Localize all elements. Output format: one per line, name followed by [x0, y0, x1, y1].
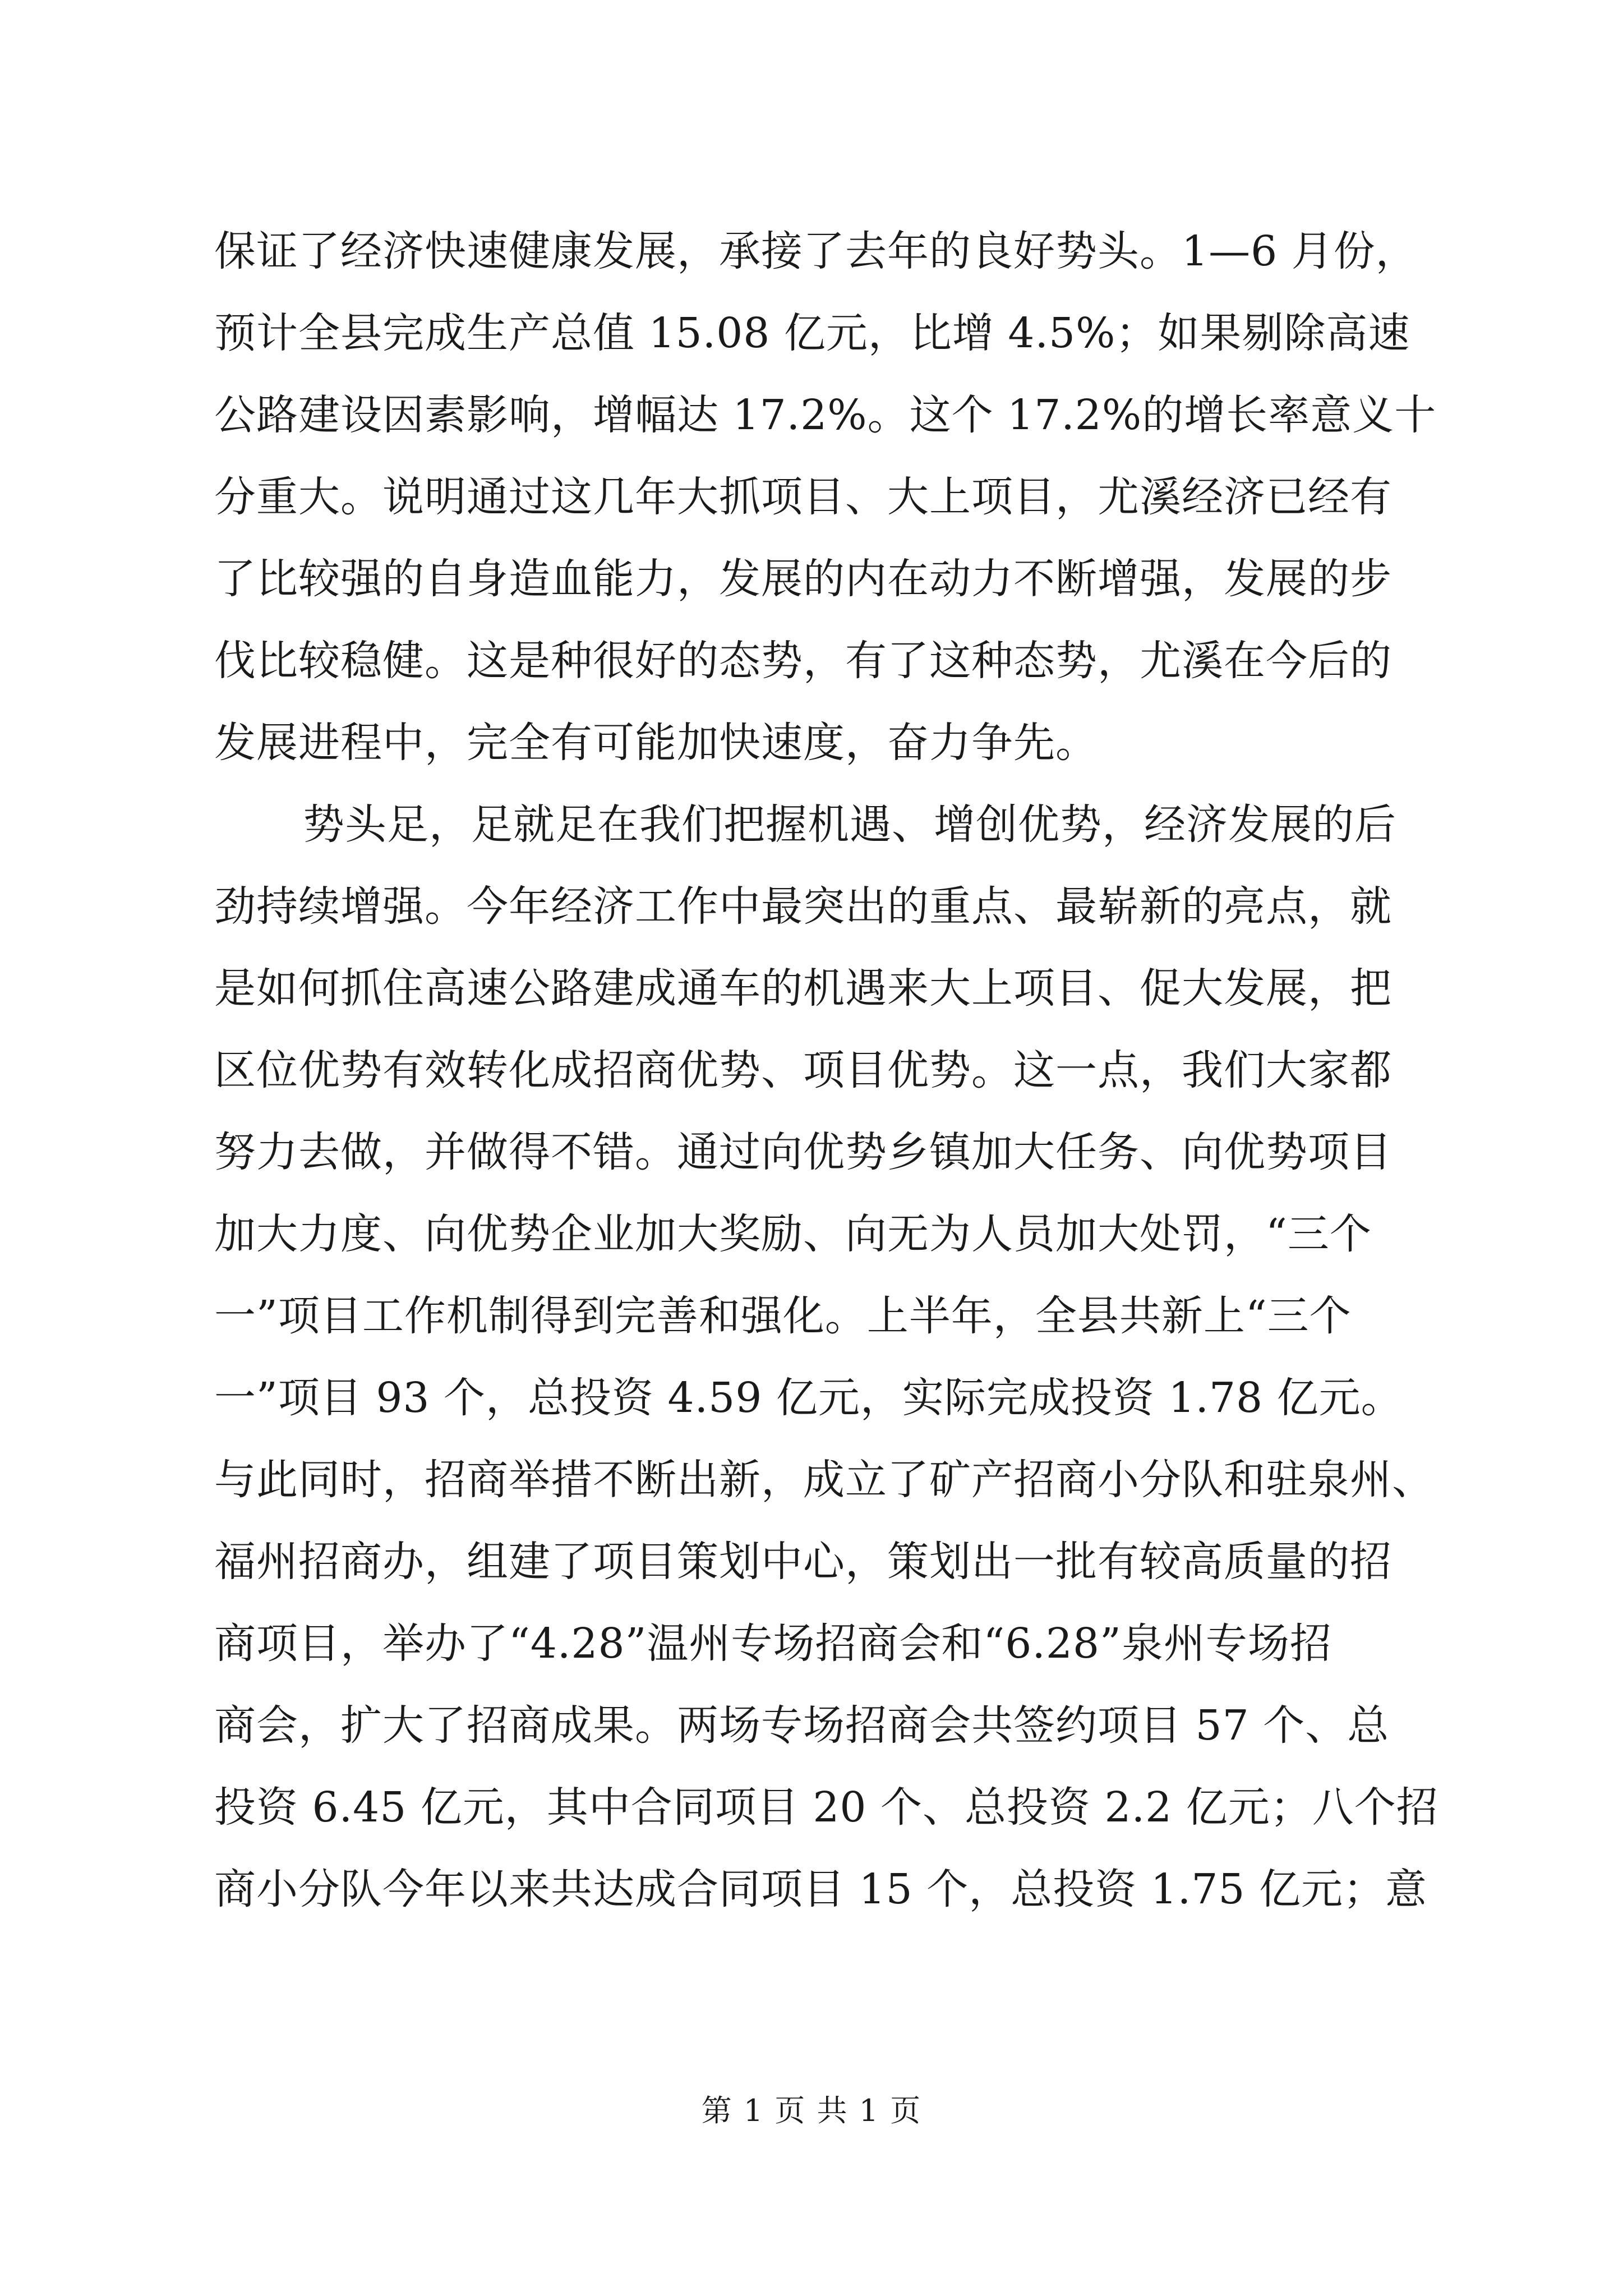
text-line: 是如何抓住高速公路建成通车的机遇来大上项目、促大发展，把: [214, 964, 1392, 1013]
text-line: 发展进程中，完全有可能加快速度，奋力争先。: [214, 719, 1098, 767]
text-line: 预计全县完成生产总值 15.08 亿元，比增 4.5%；如果剔除高速: [214, 309, 1410, 357]
text-line: 分重大。说明通过这几年大抓项目、大上项目，尤溪经济已经有: [214, 473, 1392, 521]
text-line: 保证了经济快速健康发展，承接了去年的良好势头。1—6 月份，: [214, 227, 1418, 275]
text-line: 了比较强的自身造血能力，发展的内在动力不断增强，发展的步: [214, 555, 1392, 603]
text-line: 公路建设因素影响，增幅达 17.2%。这个 17.2%的增长率意义十: [214, 391, 1437, 439]
text-line: 伐比较稳健。这是种很好的态势，有了这种态势，尤溪在今后的: [214, 637, 1392, 685]
text-line: 商项目，举办了“4.28”温州专场招商会和“6.28”泉州专场招: [214, 1619, 1332, 1668]
paragraph-start-line: 势头足，足就足在我们把握机遇、增创优势，经济发展的后: [303, 800, 1396, 849]
text-line: 劲持续增强。今年经济工作中最突出的重点、最崭新的亮点，就: [214, 882, 1392, 931]
text-line: 区位优势有效转化成招商优势、项目优势。这一点，我们大家都: [214, 1046, 1392, 1094]
text-line: 一”项目工作机制得到完善和强化。上半年，全县共新上“三个: [214, 1292, 1352, 1340]
text-line: 商会，扩大了招商成果。两场专场招商会共签约项目 57 个、总: [214, 1701, 1390, 1750]
text-line: 一”项目 93 个，总投资 4.59 亿元，实际完成投资 1.78 亿元。: [214, 1374, 1403, 1422]
text-line: 福州招商办，组建了项目策划中心，策划出一批有较高质量的招: [214, 1538, 1392, 1586]
text-line: 加大力度、向优势企业加大奖励、向无为人员加大处罚，“三个: [214, 1210, 1372, 1258]
text-line: 投资 6.45 亿元，其中合同项目 20 个、总投资 2.2 亿元；八个招: [214, 1783, 1438, 1832]
text-line: 努力去做，并做得不错。通过向优势乡镇加大任务、向优势项目: [214, 1128, 1392, 1176]
page-number-footer: 第 1 页 共 1 页: [701, 2093, 922, 2128]
text-line: 商小分队今年以来共达成合同项目 15 个，总投资 1.75 亿元；意: [214, 1865, 1428, 1913]
text-line: 与此同时，招商举措不断出新，成立了矿产招商小分队和驻泉州、: [214, 1456, 1434, 1504]
